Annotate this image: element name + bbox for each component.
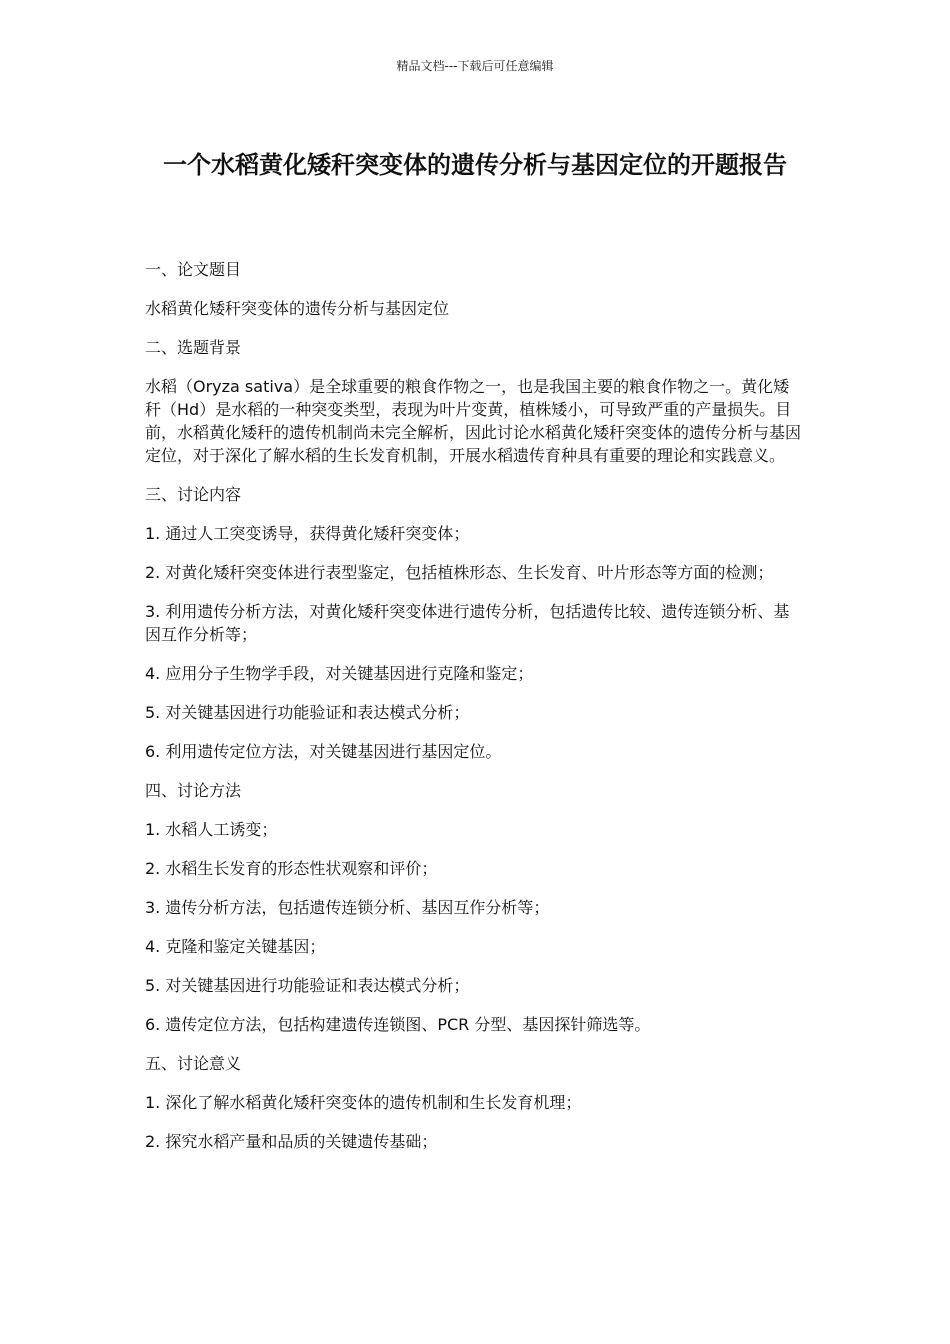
document-body [145,258,805,1169]
list-item: 3. 遗传分析方法，包括遗传连锁分析、基因互作分析等； [145,898,550,917]
page-header-note: 精品文档---下载后可任意编辑 [396,59,554,73]
list-item: 4. 克隆和鉴定关键基因； [145,937,326,956]
list-item: 2. 水稻生长发育的形态性状观察和评价； [145,859,438,878]
list-item: 3. 利用遗传分析方法，对黄化矮秆突变体进行遗传分析，包括遗传比较、遗传连锁分析、基因互作分析等； [145,602,790,644]
list-item: 2. 探究水稻产量和品质的关键遗传基础； [145,1132,438,1151]
list-item: 6. 利用遗传定位方法，对关键基因进行基因定位。 [145,742,502,761]
section-heading-methods: 四、讨论方法 [145,781,242,800]
list-item: 5. 对关键基因进行功能验证和表达模式分析； [145,976,470,995]
section-heading-content: 三、讨论内容 [145,485,242,504]
list-item: 6. 遗传定位方法，包括构建遗传连锁图、PCR 分型、基因探针筛选等。 [145,1015,651,1034]
list-item: 1. 水稻人工诱变； [145,820,278,839]
list-item: 1. 通过人工突变诱导，获得黄化矮秆突变体； [145,524,470,543]
background-paragraph: 水稻（Oryza sativa）是全球重要的粮食作物之一，也是我国主要的粮食作物之一。黄化矮秆（Hd）是水稻的一种突变类型，表现为叶片变黄，植株矮小，可导致严重的产量损失。目前，水稻黄化矮秆的遗传机制尚未完全解析，因此讨论水稻黄化矮秆突变体的遗传分析与基因定位，对于深化了解水稻的生长发育机制，开展水稻遗传育种具有重要的理论和实践意义。 [145,377,802,465]
document-title: 一个水稻黄化矮秆突变体的遗传分析与基因定位的开题报告 [163,151,787,179]
section-heading-background: 二、选题背景 [145,338,242,357]
list-item: 4. 应用分子生物学手段，对关键基因进行克隆和鉴定； [145,664,534,683]
list-item: 2. 对黄化矮秆突变体进行表型鉴定，包括植株形态、生长发育、叶片形态等方面的检测； [145,563,774,582]
section-heading-topic: 一、论文题目 [145,260,242,279]
topic-text: 水稻黄化矮秆突变体的遗传分析与基因定位 [145,299,450,318]
list-item: 5. 对关键基因进行功能验证和表达模式分析； [145,703,470,722]
list-item: 1. 深化了解水稻黄化矮秆突变体的遗传机制和生长发育机理； [145,1093,582,1112]
section-heading-significance: 五、讨论意义 [145,1054,242,1073]
